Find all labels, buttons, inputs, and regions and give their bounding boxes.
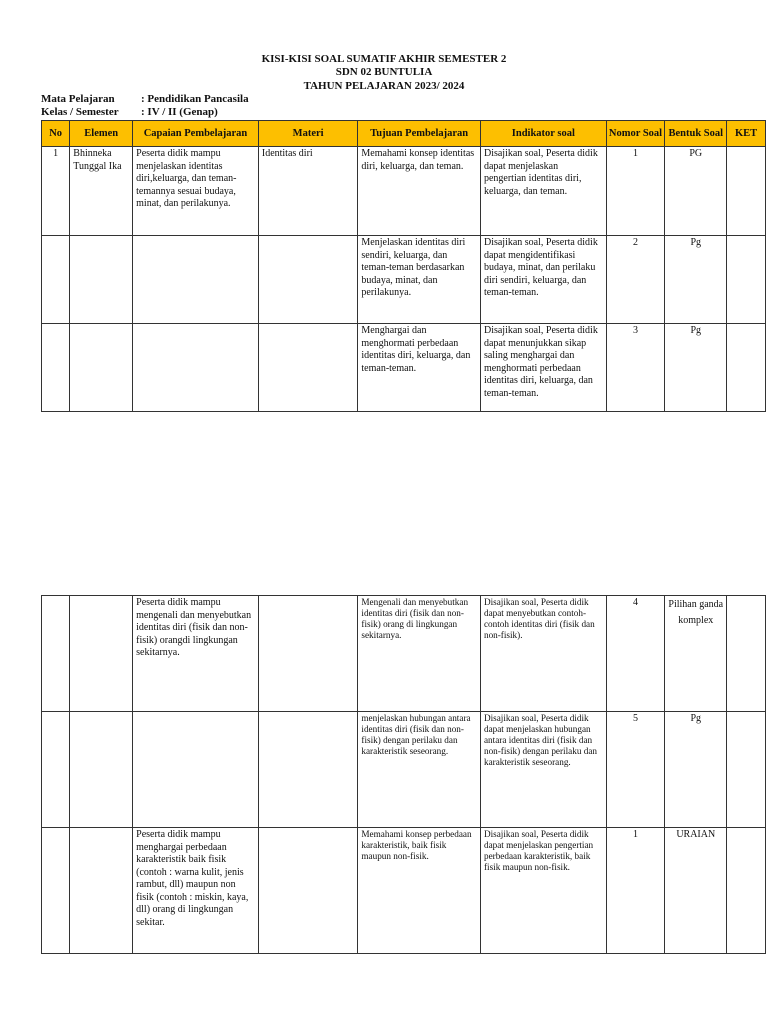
- col-header-tujuan: Tujuan Pembelajaran: [358, 121, 481, 147]
- cell-ket: [727, 828, 766, 954]
- doc-title-line1: KISI-KISI SOAL SUMATIF AKHIR SEMESTER 2: [261, 53, 507, 65]
- cell-materi: Identitas diri: [258, 147, 358, 236]
- cell-nomor: 5: [606, 712, 665, 828]
- cell-materi: [258, 828, 358, 954]
- col-header-indikator: Indikator soal: [480, 121, 606, 147]
- cell-bentuk: Pg: [665, 324, 727, 412]
- cell-indikator: Disajikan soal, Peserta didik dapat menyebutkan contoh-contoh identitas diri (fisik dan non-fisik).: [480, 596, 606, 712]
- subject-row: [41, 93, 249, 106]
- cell-nomor: 3: [606, 324, 665, 412]
- cell-capaian: Peserta didik mampu mengenali dan menyebutkan identitas diri (fisik dan non-fisik) orangdi lingkungan sekitarnya.: [133, 596, 259, 712]
- cell-ket: [727, 236, 766, 324]
- col-header-nomor-soal: Nomor Soal: [606, 121, 665, 147]
- table-row: [42, 828, 766, 954]
- class-label: Kelas / Semester: [41, 106, 119, 118]
- doc-title-line3: TAHUN PELAJARAN 2023/ 2024: [303, 80, 465, 92]
- table-row: [42, 324, 766, 412]
- table-row: [42, 596, 766, 712]
- cell-nomor: 1: [606, 828, 665, 954]
- cell-materi: [258, 324, 358, 412]
- cell-tujuan: menjelaskan hubungan antara identitas diri (fisik dan non-fisik) dengan perilaku dan karakteristik seseorang.: [358, 712, 481, 828]
- cell-indikator: Disajikan soal, Peserta didik dapat menjelaskan hubungan antara identitas diri (fisik dan non-fisik) dengan perilaku dan karakteristik seseorang.: [480, 712, 606, 828]
- cell-elemen: [70, 596, 133, 712]
- header-row: [42, 121, 766, 147]
- cell-tujuan: Menjelaskan identitas diri sendiri, keluarga, dan teman-teman berdasarkan budaya, minat, dan perilakunya.: [358, 236, 481, 324]
- cell-capaian: [133, 324, 259, 412]
- cell-capaian: Peserta didik mampu menjelaskan identitas diri,keluarga, dan teman-temannya sesuai budaya, minat, dan perilakunya.: [133, 147, 259, 236]
- cell-bentuk: Pg: [665, 712, 727, 828]
- grid-table-1: [41, 120, 766, 412]
- col-header-materi: Materi: [258, 121, 358, 147]
- cell-ket: [727, 324, 766, 412]
- cell-no: [42, 828, 70, 954]
- cell-bentuk: URAIAN: [665, 828, 727, 954]
- cell-materi: [258, 712, 358, 828]
- cell-bentuk: PG: [665, 147, 727, 236]
- cell-elemen: [70, 712, 133, 828]
- cell-materi: [258, 236, 358, 324]
- cell-materi: [258, 596, 358, 712]
- table-row: [42, 147, 766, 236]
- cell-nomor: 2: [606, 236, 665, 324]
- cell-elemen: Bhinneka Tunggal Ika: [70, 147, 133, 236]
- col-header-no: No: [42, 121, 70, 147]
- subject-value: : Pendidikan Pancasila: [141, 93, 249, 105]
- cell-tujuan: Memahami konsep identitas diri, keluarga, dan teman.: [358, 147, 481, 236]
- grid-table-2: [41, 595, 766, 954]
- cell-indikator: Disajikan soal, Peserta didik dapat menjelaskan pengertian perbedaan karakteristik, baik fisik maupun non-fisik.: [480, 828, 606, 954]
- cell-elemen: [70, 324, 133, 412]
- cell-nomor: 4: [606, 596, 665, 712]
- cell-no: 1: [42, 147, 70, 236]
- class-row: [41, 106, 218, 119]
- cell-ket: [727, 596, 766, 712]
- cell-no: [42, 236, 70, 324]
- subject-label: Mata Pelajaran: [41, 93, 115, 105]
- cell-indikator: Disajikan soal, Peserta didik dapat mengidentifikasi budaya, minat, dan perilaku diri sendiri, keluarga, dan teman-teman.: [480, 236, 606, 324]
- cell-capaian: [133, 712, 259, 828]
- cell-indikator: Disajikan soal, Peserta didik dapat menjelaskan pengertian identitas diri, keluarga, dan teman.: [480, 147, 606, 236]
- cell-indikator: Disajikan soal, Peserta didik dapat menunjukkan sikap saling menghargai dan menghormati perbedaan identitas diri, keluarga, dan teman-teman.: [480, 324, 606, 412]
- table-row: [42, 712, 766, 828]
- cell-no: [42, 596, 70, 712]
- cell-elemen: [70, 828, 133, 954]
- cell-elemen: [70, 236, 133, 324]
- cell-ket: [727, 147, 766, 236]
- cell-no: [42, 712, 70, 828]
- cell-capaian: [133, 236, 259, 324]
- cell-tujuan: Memahami konsep perbedaan karakteristik, baik fisik maupun non-fisik.: [358, 828, 481, 954]
- col-header-bentuk-soal: Bentuk Soal: [665, 121, 727, 147]
- col-header-capaian: Capaian Pembelajaran: [133, 121, 259, 147]
- col-header-ket: KET: [727, 121, 766, 147]
- cell-ket: [727, 712, 766, 828]
- cell-nomor: 1: [606, 147, 665, 236]
- cell-tujuan: Menghargai dan menghormati perbedaan identitas diri, keluarga, dan teman-teman.: [358, 324, 481, 412]
- cell-bentuk: Pg: [665, 236, 727, 324]
- cell-capaian: Peserta didik mampu menghargai perbedaan karakteristik baik fisik (contoh : warna kulit, jenis rambut, dll) maupun non fisik (contoh : miskin, kaya, dll) orang di lingkungan sekitar.: [133, 828, 259, 954]
- cell-bentuk: Pilihan ganda komplex: [665, 596, 727, 712]
- col-header-elemen: Elemen: [70, 121, 133, 147]
- doc-title-line2: SDN 02 BUNTULIA: [335, 66, 433, 78]
- class-value: : IV / II (Genap): [141, 106, 218, 118]
- table-row: [42, 236, 766, 324]
- cell-no: [42, 324, 70, 412]
- cell-tujuan: Mengenali dan menyebutkan identitas diri (fisik dan non-fisik) orang di lingkungan sekitarnya.: [358, 596, 481, 712]
